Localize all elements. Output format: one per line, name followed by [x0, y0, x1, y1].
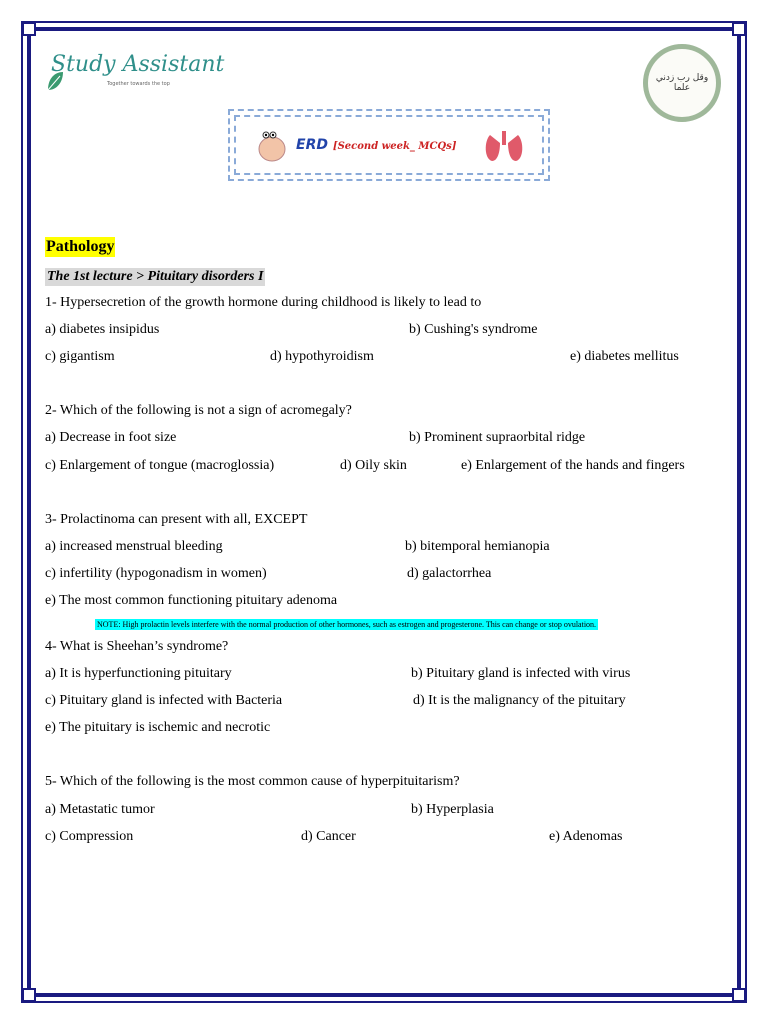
question-2-stem: 2- Which of the following is not a sign of acromegaly?	[45, 403, 352, 418]
question-5-option-a: a) Metastatic tumor	[45, 802, 155, 817]
logo-tagline: Together towards the top	[107, 81, 170, 87]
question-5-stem: 5- Which of the following is the most common cause of hyperpituitarism?	[45, 774, 460, 789]
question-3-option-c: c) infertility (hypogonadism in women)	[45, 566, 267, 581]
question-1-option-d: d) hypothyroidism	[270, 349, 374, 364]
lungs-mascot-icon	[482, 129, 526, 165]
question-5-option-e: e) Adenomas	[549, 829, 623, 844]
wreath-badge	[643, 44, 721, 122]
section-title: Pathology	[46, 238, 115, 255]
question-4-option-a: a) It is hyperfunctioning pituitary	[45, 666, 232, 681]
question-2-option-c: c) Enlargement of tongue (macroglossia)	[45, 458, 275, 473]
logo-title: Study Assistant	[51, 52, 225, 77]
banner-subtitle: [Second week_ MCQs]	[332, 141, 457, 152]
title-banner	[228, 109, 550, 181]
question-3-option-a: a) increased menstrual bleeding	[45, 539, 223, 554]
question-5-option-b: b) Hyperplasia	[411, 802, 494, 817]
question-5-option-d: d) Cancer	[301, 829, 356, 844]
question-2-option-a: a) Decrease in foot size	[45, 430, 177, 445]
question-2-option-d: d) Oily skin	[340, 458, 407, 473]
question-2-option-e: e) Enlargement of the hands and fingers	[461, 458, 685, 473]
badge-text: وقل رب زدني علما	[655, 73, 709, 93]
question-4-option-b: b) Pituitary gland is infected with virus	[411, 666, 631, 681]
question-3-note: NOTE: High prolactin levels interfere with the normal production of other hormones, such as estrogen and progesterone. This can change or stop ovulation.	[97, 620, 597, 629]
question-3-option-e: e) The most common functioning pituitary adenoma	[45, 593, 338, 608]
corner-ornament-bottom-left	[22, 988, 36, 1002]
question-1-option-a: a) diabetes insipidus	[45, 322, 160, 337]
question-4-option-e: e) The pituitary is ischemic and necrotic	[45, 720, 271, 735]
question-3-option-d: d) galactorrhea	[407, 566, 492, 581]
question-1-option-e: e) diabetes mellitus	[570, 349, 679, 364]
question-5-option-c: c) Compression	[45, 829, 134, 844]
question-1-stem: 1- Hypersecretion of the growth hormone during childhood is likely to lead to	[45, 295, 482, 310]
corner-ornament-bottom-right	[732, 988, 746, 1002]
banner-title: ERD [Second week_ MCQs]	[296, 137, 457, 153]
question-3-stem: 3- Prolactinoma can present with all, EXCEPT	[45, 512, 308, 527]
question-3-option-b: b) bitemporal hemianopia	[405, 539, 550, 554]
corner-ornament-top-left	[22, 22, 36, 36]
question-4-stem: 4- What is Sheehan’s syndrome?	[45, 639, 229, 654]
question-1-option-c: c) gigantism	[45, 349, 115, 364]
study-assistant-logo	[45, 50, 225, 98]
question-4-option-c: c) Pituitary gland is infected with Bacteria	[45, 693, 283, 708]
lecture-title: The 1st lecture > Pituitary disorders I	[47, 269, 264, 284]
question-4-option-d: d) It is the malignancy of the pituitary	[413, 693, 626, 708]
nose-mascot-icon	[252, 127, 292, 165]
question-2-option-b: b) Prominent supraorbital ridge	[409, 430, 586, 445]
question-1-option-b: b) Cushing's syndrome	[409, 322, 538, 337]
corner-ornament-top-right	[732, 22, 746, 36]
